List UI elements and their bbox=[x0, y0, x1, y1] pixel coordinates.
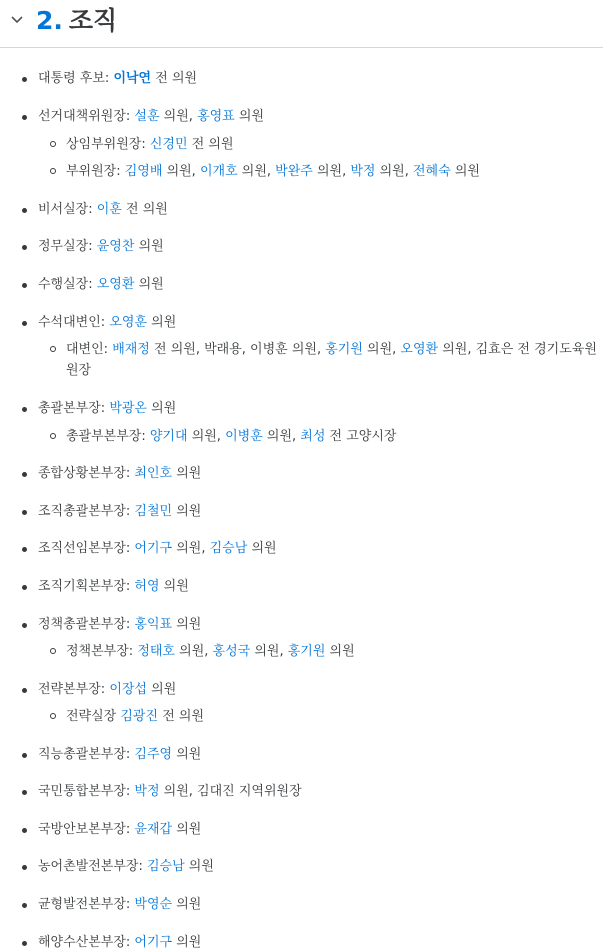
item-text bbox=[38, 858, 214, 875]
person-link[interactable]: 어기구 bbox=[134, 935, 173, 950]
disc-bullet-icon bbox=[22, 77, 27, 82]
plain-text: 선거대책위원장: bbox=[38, 109, 135, 124]
item-text bbox=[38, 540, 277, 557]
plain-text: 의원, 김대진 지역위원장 bbox=[159, 784, 302, 799]
person-link[interactable]: 양기대 bbox=[149, 429, 188, 444]
plain-text: 직능총괄본부장: bbox=[38, 747, 135, 762]
plain-text: 정책본부장: bbox=[66, 644, 138, 659]
plain-text: 조직선임본부장: bbox=[38, 541, 135, 556]
plain-text: 의원, bbox=[362, 342, 401, 357]
plain-text: 의원, bbox=[375, 164, 413, 179]
circle-bullet-icon bbox=[50, 433, 56, 439]
person-link[interactable]: 이장섭 bbox=[109, 682, 147, 697]
item-text bbox=[38, 934, 201, 951]
item-text bbox=[66, 643, 355, 660]
person-link[interactable]: 김광진 bbox=[120, 709, 159, 724]
item-text bbox=[38, 400, 176, 417]
plain-text: 국방안보본부장: bbox=[38, 822, 135, 837]
item-text bbox=[38, 616, 201, 633]
plain-text: 종합상황본부장: bbox=[38, 466, 135, 481]
disc-bullet-icon bbox=[22, 688, 27, 693]
item-text bbox=[38, 314, 176, 331]
person-link[interactable]: 홍영표 bbox=[197, 109, 235, 124]
person-link[interactable]: 홍익표 bbox=[134, 617, 173, 632]
plain-text: 전 의원 bbox=[158, 709, 205, 724]
section-number[interactable]: 2. bbox=[36, 6, 63, 35]
plain-text: 국민통합본부장: bbox=[38, 784, 135, 799]
person-link[interactable]: 김철민 bbox=[134, 504, 173, 519]
plain-text: 정책총괄본부장: bbox=[38, 617, 135, 632]
person-link[interactable]: 김승남 bbox=[146, 859, 185, 874]
person-link[interactable]: 홍성국 bbox=[212, 644, 251, 659]
plain-text: 의원 bbox=[172, 935, 202, 950]
item-text bbox=[38, 896, 201, 913]
item-text bbox=[66, 708, 204, 725]
plain-text: 전 의원 bbox=[151, 71, 198, 86]
person-link[interactable]: 정태호 bbox=[137, 644, 175, 659]
disc-bullet-icon bbox=[22, 283, 27, 288]
item-text bbox=[66, 339, 601, 381]
circle-bullet-icon bbox=[50, 346, 56, 352]
person-link[interactable]: 김영배 bbox=[124, 164, 163, 179]
person-link[interactable]: 배재정 bbox=[112, 342, 150, 357]
person-link[interactable]: 어기구 bbox=[134, 541, 173, 556]
plain-text: 의원 bbox=[172, 822, 202, 837]
plain-text: 상임부위원장: bbox=[66, 137, 150, 152]
plain-text: 전 의원, 박래용, 이병훈 의원, bbox=[149, 342, 326, 357]
plain-text: 의원, bbox=[312, 164, 351, 179]
plain-text: 균형발전본부장: bbox=[38, 897, 135, 912]
person-link[interactable]: 홍기원 bbox=[287, 644, 326, 659]
section-title: 조직 bbox=[68, 6, 118, 35]
person-link[interactable]: 김주영 bbox=[134, 747, 173, 762]
item-text bbox=[66, 428, 396, 445]
disc-bullet-icon bbox=[22, 623, 27, 628]
person-link[interactable]: 윤재갑 bbox=[134, 822, 173, 837]
plain-text: 전략실장 bbox=[66, 709, 121, 724]
plain-text: 수행실장: bbox=[38, 277, 97, 292]
section-heading bbox=[36, 3, 117, 39]
circle-bullet-icon bbox=[50, 168, 56, 174]
item-text bbox=[38, 821, 201, 838]
plain-text: 대변인: bbox=[66, 342, 113, 357]
plain-text: 조직기획본부장: bbox=[38, 579, 135, 594]
plain-text: 의원 bbox=[147, 315, 177, 330]
circle-bullet-icon bbox=[50, 141, 56, 147]
plain-text: 의원, bbox=[162, 164, 200, 179]
plain-text: 대통령 후보: bbox=[38, 71, 114, 86]
person-link[interactable]: 박영순 bbox=[134, 897, 173, 912]
person-link[interactable]: 최인호 bbox=[134, 466, 173, 481]
chevron-down-icon[interactable] bbox=[9, 12, 25, 28]
disc-bullet-icon bbox=[22, 790, 27, 795]
person-link[interactable]: 이훈 bbox=[96, 202, 122, 217]
plain-text: 의원, bbox=[159, 109, 198, 124]
person-link[interactable]: 이개호 bbox=[199, 164, 238, 179]
plain-text: 의원, bbox=[262, 429, 301, 444]
item-text bbox=[38, 70, 197, 87]
person-link[interactable]: 이병훈 bbox=[225, 429, 263, 444]
item-text bbox=[38, 746, 201, 763]
circle-bullet-icon bbox=[50, 648, 56, 654]
person-link[interactable]: 박완주 bbox=[275, 164, 313, 179]
plain-text: 비서실장: bbox=[38, 202, 97, 217]
person-link[interactable]: 박정 bbox=[350, 164, 376, 179]
person-link[interactable]: 이낙연 bbox=[113, 71, 152, 86]
plain-text: 수석대변인: bbox=[38, 315, 110, 330]
item-text bbox=[66, 163, 480, 180]
item-text bbox=[38, 783, 302, 800]
person-link[interactable]: 신경민 bbox=[149, 137, 188, 152]
circle-bullet-icon bbox=[50, 713, 56, 719]
person-link[interactable]: 윤영찬 bbox=[96, 239, 135, 254]
item-text bbox=[38, 578, 189, 595]
item-text bbox=[38, 503, 201, 520]
plain-text: 의원 bbox=[159, 579, 189, 594]
disc-bullet-icon bbox=[22, 208, 27, 213]
disc-bullet-icon bbox=[22, 115, 27, 120]
plain-text: 조직총괄본부장: bbox=[38, 504, 135, 519]
plain-text: 총괄본부장: bbox=[38, 401, 110, 416]
disc-bullet-icon bbox=[22, 407, 27, 412]
person-link[interactable]: 허영 bbox=[134, 579, 160, 594]
item-text bbox=[38, 201, 168, 218]
person-link[interactable]: 박광온 bbox=[109, 401, 147, 416]
item-text bbox=[38, 465, 201, 482]
plain-text: 총괄부본부장: bbox=[66, 429, 150, 444]
plain-text: 전 의원 bbox=[121, 202, 168, 217]
plain-text: 의원 bbox=[147, 682, 177, 697]
plain-text: 의원, bbox=[237, 164, 276, 179]
disc-bullet-icon bbox=[22, 753, 27, 758]
plain-text: 의원 bbox=[172, 466, 202, 481]
plain-text: 의원 bbox=[172, 897, 202, 912]
plain-text: 의원, bbox=[187, 429, 226, 444]
plain-text: 의원, bbox=[172, 541, 210, 556]
plain-text: 의원 bbox=[234, 109, 264, 124]
disc-bullet-icon bbox=[22, 865, 27, 870]
plain-text: 의원, 김효은 전 경기도육원 원장 bbox=[66, 342, 597, 378]
plain-text: 의원 bbox=[172, 617, 202, 632]
person-link[interactable]: 최성 bbox=[300, 429, 326, 444]
item-text bbox=[38, 238, 164, 255]
item-text bbox=[38, 681, 176, 698]
plain-text: 의원 bbox=[134, 239, 164, 254]
disc-bullet-icon bbox=[22, 321, 27, 326]
plain-text: 의원 bbox=[325, 644, 355, 659]
disc-bullet-icon bbox=[22, 472, 27, 477]
disc-bullet-icon bbox=[22, 903, 27, 908]
section-header bbox=[0, 0, 603, 48]
plain-text: 의원, bbox=[250, 644, 288, 659]
plain-text: 정무실장: bbox=[38, 239, 97, 254]
item-text bbox=[38, 108, 264, 125]
plain-text: 의원 bbox=[172, 747, 202, 762]
plain-text: 의원 bbox=[450, 164, 480, 179]
plain-text: 농어촌발전본부장: bbox=[38, 859, 147, 874]
person-link[interactable]: 오영훈 bbox=[109, 315, 147, 330]
person-link[interactable]: 홍기원 bbox=[325, 342, 363, 357]
plain-text: 의원 bbox=[147, 401, 177, 416]
disc-bullet-icon bbox=[22, 547, 27, 552]
person-link[interactable]: 오영환 bbox=[400, 342, 439, 357]
disc-bullet-icon bbox=[22, 828, 27, 833]
plain-text: 전 의원 bbox=[187, 137, 234, 152]
person-link[interactable]: 김승남 bbox=[209, 541, 248, 556]
plain-text: 의원 bbox=[172, 504, 202, 519]
disc-bullet-icon bbox=[22, 245, 27, 250]
item-text bbox=[38, 276, 164, 293]
disc-bullet-icon bbox=[22, 585, 27, 590]
plain-text: 해양수산본부장: bbox=[38, 935, 135, 950]
plain-text: 전략본부장: bbox=[38, 682, 110, 697]
person-link[interactable]: 박정 bbox=[134, 784, 160, 799]
person-link[interactable]: 설훈 bbox=[134, 109, 160, 124]
person-link[interactable]: 전혜숙 bbox=[413, 164, 451, 179]
plain-text: 부위원장: bbox=[66, 164, 125, 179]
disc-bullet-icon bbox=[22, 510, 27, 515]
plain-text: 의원, bbox=[175, 644, 213, 659]
disc-bullet-icon bbox=[22, 941, 27, 946]
item-text bbox=[66, 136, 234, 153]
plain-text: 의원 bbox=[134, 277, 164, 292]
plain-text: 의원 bbox=[184, 859, 214, 874]
plain-text: 의원 bbox=[247, 541, 277, 556]
plain-text: 전 고양시장 bbox=[325, 429, 397, 444]
person-link[interactable]: 오영환 bbox=[96, 277, 135, 292]
